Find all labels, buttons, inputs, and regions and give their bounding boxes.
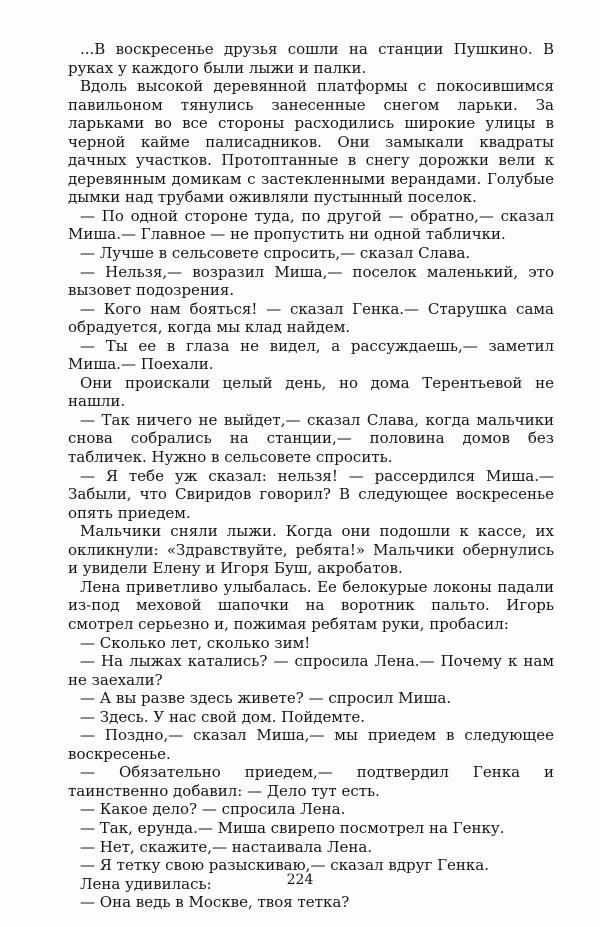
- paragraph: Мальчики сняли лыжи. Когда они подошли к кассе, их окликнули: «Здравствуйте, ребята!» Мальчики обернулись и увидели Елену и Игоря Буш, акробатов.: [68, 522, 554, 578]
- paragraph: — Так ничего не выйдет,— сказал Слава, когда мальчики снова собрались на станции,— половина домов без табличек. Нужно в сельсовете спросить.: [68, 410, 554, 467]
- paragraph: — Нельзя,— возразил Миша,— поселок маленький, это вызовет подозрения.: [68, 262, 554, 300]
- paragraph: — Обязательно приедем,— подтвердил Генка и таинственно добавил: — Дело тут есть.: [68, 763, 554, 800]
- paragraph: Лена удивилась:: [80, 874, 212, 893]
- paragraph: — На лыжах катались? — спросила Лена.— Почему к нам не заехали?: [68, 652, 554, 689]
- paragraph: — Сколько лет, сколько зим!: [80, 633, 311, 652]
- paragraph: Они проискали целый день, но дома Терентьевой не нашли.: [68, 373, 554, 411]
- paragraph: — Лучше в сельсовете спросить,— сказал Слава.: [80, 244, 471, 263]
- paragraph: — Нет, скажите,— настаивала Лена.: [80, 837, 373, 856]
- page-text: [68, 40, 554, 912]
- paragraph: — Так, ерунда.— Миша свирепо посмотрел на Генку.: [80, 818, 505, 837]
- paragraph: — Поздно,— сказал Миша,— мы приедем в следующее воскресенье.: [68, 726, 554, 763]
- paragraph: — Здесь. У нас свой дом. Пойдемте.: [80, 707, 365, 726]
- paragraph: — Какое дело? — спросила Лена.: [80, 800, 346, 819]
- page-number: 224: [286, 872, 314, 888]
- paragraph: — Я тебе уж сказал: нельзя! — рассердился Миша.— Забыли, что Свиридов говорил? В следующее воскресенье опять приедем.: [68, 466, 554, 522]
- paragraph: Лена приветливо улыбалась. Ее белокурые локоны падали из-под меховой шапочки на воротник пальто. Игорь смотрел серьезно и, пожимая ребятам руки, пробасил:: [68, 577, 554, 633]
- paragraph: — Я тетку свою разыскиваю,— сказал вдруг Генка.: [80, 856, 489, 875]
- paragraph: — Кого нам бояться! — сказал Генка.— Старушка сама обрадуется, когда мы клад найдем.: [68, 299, 554, 337]
- paragraph: — Ты ее в глаза не видел, а рассуждаешь,— заметил Миша.— Поехали.: [68, 336, 554, 374]
- paragraph: ...В воскресенье друзья сошли на станции Пушкино. В руках у каждого были лыжи и палки.: [68, 40, 554, 77]
- paragraph: Вдоль высокой деревянной платформы с покосившимся павильоном тянулись занесенные снегом ларьки. За ларьками во все стороны расходились широкие улицы в черной кайме палисадников. Они замыкали квадраты дачных участков. Протоптанные в снегу дорожки вели к деревянным домикам с застекленными верандами. Голубые дымки над трубами оживляли пустынный поселок.: [68, 77, 554, 207]
- paragraph: — Она ведь в Москве, твоя тетка?: [80, 893, 350, 912]
- paragraph: — По одной стороне туда, по другой — обратно,— сказал Миша.— Главное — не пропустить ни одной таблички.: [68, 206, 554, 244]
- paragraph: — А вы разве здесь живете? — спросил Миша.: [80, 689, 452, 708]
